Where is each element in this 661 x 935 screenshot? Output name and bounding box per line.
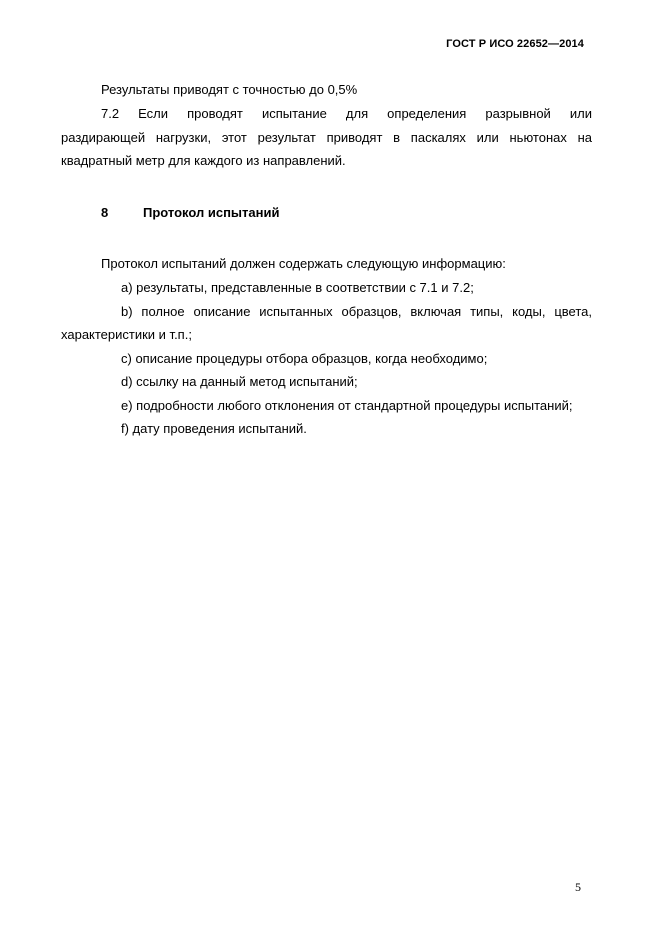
- section-8-intro: Протокол испытаний должен содержать следующую информацию:: [101, 256, 506, 271]
- page-number: 5: [575, 880, 581, 894]
- list-item-b-line-1: b) полное описание испытанных образцов, включая типы, коды, цвета,: [121, 304, 592, 319]
- paragraph-7-2-line-2: раздирающей нагрузки, этот результат приводят в паскалях или ньютонах на: [61, 130, 592, 145]
- section-number: 8: [101, 205, 109, 220]
- paragraph-7-2-line-1: 7.2 Если проводят испытание для определения разрывной или: [101, 106, 592, 121]
- section-8-heading: [101, 205, 279, 221]
- list-item-b-line-2: характеристики и т.п.;: [61, 327, 192, 342]
- list-item-f: f) дату проведения испытаний.: [121, 421, 307, 436]
- list-item-a: а) результаты, представленные в соответствии с 7.1 и 7.2;: [121, 280, 474, 295]
- list-item-c: с) описание процедуры отбора образцов, когда необходимо;: [121, 351, 488, 366]
- section-title: Протокол испытаний: [143, 205, 280, 220]
- document-header-code: ГОСТ Р ИСО 22652—2014: [446, 38, 584, 50]
- paragraph-7-2-line-3: квадратный метр для каждого из направлений.: [61, 153, 346, 168]
- list-item-d: d) ссылку на данный метод испытаний;: [121, 374, 358, 389]
- list-item-e: е) подробности любого отклонения от стандартной процедуры испытаний;: [121, 398, 573, 413]
- paragraph-precision: Результаты приводят с точностью до 0,5%: [101, 82, 358, 97]
